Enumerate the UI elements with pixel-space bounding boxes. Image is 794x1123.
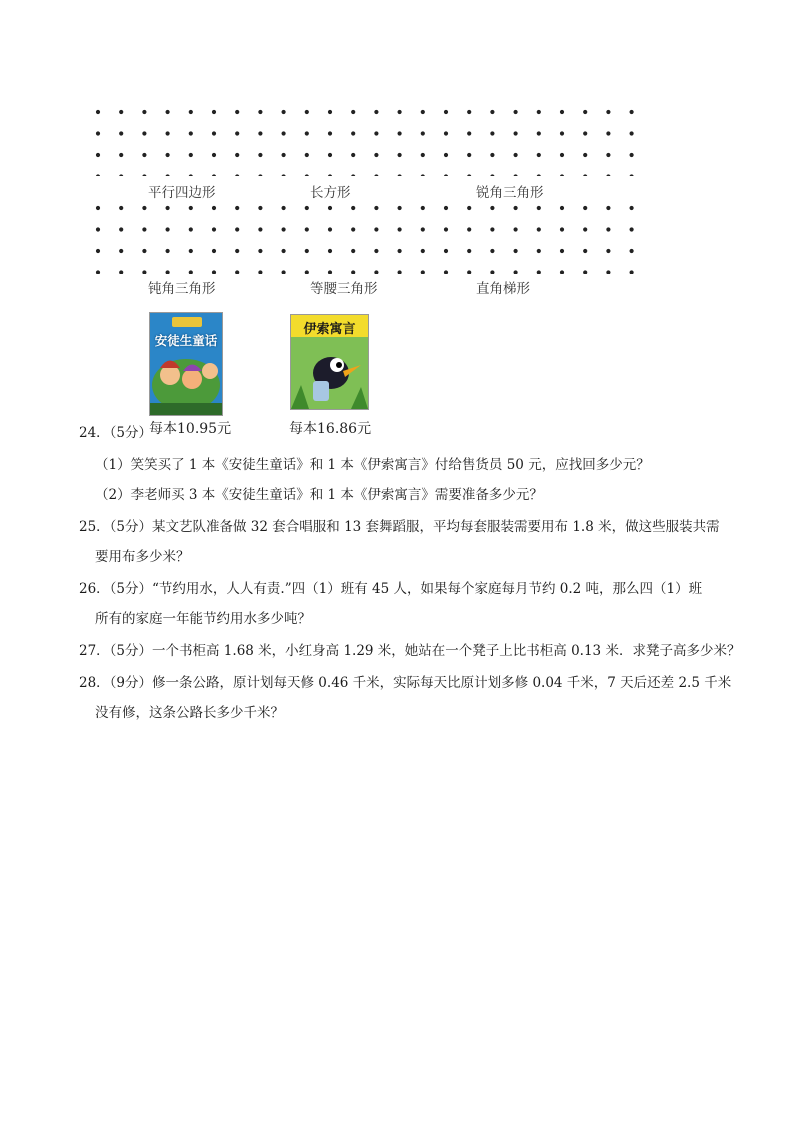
grid-dot bbox=[490, 227, 494, 231]
grid-dot bbox=[490, 153, 494, 157]
grid-label-acute-triangle: 锐角三角形 bbox=[476, 185, 544, 201]
grid-dot bbox=[537, 270, 541, 274]
grid-dot bbox=[351, 206, 355, 210]
grid-dot bbox=[189, 153, 193, 157]
grid-dot bbox=[282, 227, 286, 231]
grid-dot bbox=[444, 174, 448, 176]
grid-dot bbox=[305, 131, 309, 135]
grid-dot bbox=[583, 249, 587, 253]
grid-dot bbox=[398, 270, 402, 274]
grid-dot bbox=[560, 270, 564, 274]
grid-dot bbox=[630, 110, 634, 114]
grid-dot bbox=[467, 249, 471, 253]
grid-dot bbox=[142, 249, 146, 253]
grid-dot bbox=[398, 227, 402, 231]
grid-dot bbox=[119, 206, 123, 210]
grid-dot bbox=[490, 206, 494, 210]
grid-dot bbox=[374, 174, 378, 176]
grid-dot bbox=[467, 206, 471, 210]
grid-dot bbox=[142, 206, 146, 210]
grid-label-obtuse-triangle: 钝角三角形 bbox=[148, 281, 216, 297]
grid-dot bbox=[374, 227, 378, 231]
grid-dot bbox=[467, 270, 471, 274]
grid-dot bbox=[189, 110, 193, 114]
grid-dot bbox=[258, 249, 262, 253]
grid-dot bbox=[119, 153, 123, 157]
grid-dot bbox=[421, 270, 425, 274]
grid-dot bbox=[398, 206, 402, 210]
grid-dot bbox=[189, 270, 193, 274]
grid-dot bbox=[490, 270, 494, 274]
grid-dot bbox=[189, 249, 193, 253]
grid-dot bbox=[374, 270, 378, 274]
grid-dot bbox=[328, 249, 332, 253]
grid-dot bbox=[282, 249, 286, 253]
grid-dot bbox=[421, 227, 425, 231]
grid-dot bbox=[142, 270, 146, 274]
grid-dot bbox=[537, 131, 541, 135]
grid-dot bbox=[537, 206, 541, 210]
grid-dot bbox=[398, 131, 402, 135]
grid-dot bbox=[514, 227, 518, 231]
grid-dot bbox=[514, 249, 518, 253]
grid-dot bbox=[282, 270, 286, 274]
grid-dot bbox=[537, 174, 541, 176]
grid-dot bbox=[119, 249, 123, 253]
grid-dot bbox=[235, 110, 239, 114]
grid-dot bbox=[119, 110, 123, 114]
grid-dot bbox=[305, 227, 309, 231]
grid-dot bbox=[258, 153, 262, 157]
grid-dot bbox=[235, 153, 239, 157]
andersen-cover-art bbox=[150, 313, 222, 415]
grid-dot bbox=[282, 174, 286, 176]
book-price-andersen: 每本10.95元 bbox=[149, 421, 232, 437]
grid-dot bbox=[537, 249, 541, 253]
grid-dot bbox=[444, 270, 448, 274]
grid-dot bbox=[606, 227, 610, 231]
grid-dot bbox=[166, 227, 170, 231]
grid-dot bbox=[467, 153, 471, 157]
grid-dot bbox=[212, 206, 216, 210]
grid-dot bbox=[514, 110, 518, 114]
book-cover-andersen bbox=[149, 312, 223, 416]
grid-dot bbox=[514, 131, 518, 135]
book-cover-aesop bbox=[290, 314, 369, 410]
grid-dot bbox=[258, 110, 262, 114]
aesop-cover-title: 伊索寓言 bbox=[303, 322, 356, 337]
grid-dot bbox=[398, 153, 402, 157]
grid-dot bbox=[282, 131, 286, 135]
grid-dot bbox=[235, 270, 239, 274]
grid-dot bbox=[467, 227, 471, 231]
grid-dot bbox=[235, 131, 239, 135]
question-24-part-1: （1）笑笑买了 1 本《安徒生童话》和 1 本《伊索寓言》付给售货员 50 元，应找回多少元？ bbox=[95, 457, 650, 473]
grid-dot bbox=[560, 153, 564, 157]
grid-dot bbox=[583, 270, 587, 274]
grid-dot bbox=[166, 249, 170, 253]
grid-dot bbox=[166, 174, 170, 176]
grid-dot bbox=[398, 110, 402, 114]
grid-dot bbox=[258, 227, 262, 231]
grid-dot bbox=[374, 153, 378, 157]
grid-dot bbox=[537, 153, 541, 157]
grid-dot bbox=[96, 153, 100, 157]
grid-dot bbox=[537, 227, 541, 231]
grid-dot bbox=[235, 227, 239, 231]
dot-grid-bottom bbox=[90, 200, 650, 274]
grid-dot bbox=[374, 249, 378, 253]
grid-dot bbox=[119, 270, 123, 274]
grid-dot bbox=[351, 110, 355, 114]
grid-dot bbox=[560, 174, 564, 176]
question-27-line-1: 27．（5分）一个书柜高 1.68 米，小红身高 1.29 米，她站在一个凳子上比书柜高 0.13 米．求凳子高多少米？ bbox=[79, 643, 741, 659]
grid-dot bbox=[212, 131, 216, 135]
grid-dot bbox=[630, 270, 634, 274]
grid-dot bbox=[235, 249, 239, 253]
grid-dot bbox=[467, 131, 471, 135]
dot-grid-top bbox=[90, 104, 650, 176]
grid-dot bbox=[421, 153, 425, 157]
grid-dot bbox=[630, 131, 634, 135]
grid-dot bbox=[630, 249, 634, 253]
grid-dot bbox=[490, 174, 494, 176]
grid-dot bbox=[374, 110, 378, 114]
grid-dot bbox=[398, 174, 402, 176]
grid-dot bbox=[421, 249, 425, 253]
grid-dot bbox=[630, 206, 634, 210]
grid-dot bbox=[606, 153, 610, 157]
grid-dot bbox=[328, 227, 332, 231]
grid-dot bbox=[142, 131, 146, 135]
question-24-part-2: （2）李老师买 3 本《安徒生童话》和 1 本《伊索寓言》需要准备多少元？ bbox=[95, 487, 543, 503]
grid-dot bbox=[514, 153, 518, 157]
grid-dot bbox=[305, 249, 309, 253]
grid-dot bbox=[258, 270, 262, 274]
question-25-line-2: 要用布多少米？ bbox=[95, 549, 190, 565]
grid-dot bbox=[305, 174, 309, 176]
grid-dot bbox=[212, 270, 216, 274]
grid-dot bbox=[328, 206, 332, 210]
grid-dot bbox=[142, 153, 146, 157]
grid-dot bbox=[328, 174, 332, 176]
grid-dot bbox=[606, 131, 610, 135]
grid-dot bbox=[444, 249, 448, 253]
grid-dot bbox=[583, 131, 587, 135]
grid-dot bbox=[444, 153, 448, 157]
grid-dot bbox=[166, 270, 170, 274]
grid-dot bbox=[119, 131, 123, 135]
grid-dot bbox=[583, 110, 587, 114]
grid-dot bbox=[583, 174, 587, 176]
grid-dot bbox=[212, 174, 216, 176]
grid-dot bbox=[142, 227, 146, 231]
grid-dot bbox=[583, 153, 587, 157]
grid-dot bbox=[560, 131, 564, 135]
grid-dot bbox=[96, 227, 100, 231]
grid-dot bbox=[514, 206, 518, 210]
grid-dot bbox=[583, 227, 587, 231]
grid-dot bbox=[282, 153, 286, 157]
grid-dot bbox=[328, 110, 332, 114]
grid-dot bbox=[374, 206, 378, 210]
grid-dot bbox=[189, 131, 193, 135]
grid-label-rectangle: 长方形 bbox=[310, 185, 351, 201]
grid-dot bbox=[514, 174, 518, 176]
question-25-line-1: 25．（5分）某文艺队准备做 32 套合唱服和 13 套舞蹈服，平均每套服装需要用布 1.8 米，做这些服装共需 bbox=[79, 519, 720, 535]
grid-dot bbox=[212, 153, 216, 157]
question-28-line-2: 没有修，这条公路长多少千米？ bbox=[95, 705, 284, 721]
grid-dot bbox=[96, 249, 100, 253]
grid-dot bbox=[490, 110, 494, 114]
grid-dot bbox=[537, 110, 541, 114]
grid-dot bbox=[96, 206, 100, 210]
grid-dot bbox=[189, 206, 193, 210]
grid-dot bbox=[467, 110, 471, 114]
grid-label-isosceles-triangle: 等腰三角形 bbox=[310, 281, 378, 297]
grid-dot bbox=[398, 249, 402, 253]
grid-dot bbox=[212, 249, 216, 253]
grid-dot bbox=[258, 174, 262, 176]
grid-dot bbox=[258, 131, 262, 135]
grid-dot bbox=[282, 206, 286, 210]
grid-dot bbox=[560, 227, 564, 231]
grid-dot bbox=[606, 110, 610, 114]
grid-dot bbox=[606, 270, 610, 274]
grid-dot bbox=[630, 153, 634, 157]
grid-dot bbox=[305, 153, 309, 157]
grid-dot bbox=[328, 131, 332, 135]
grid-dot bbox=[142, 110, 146, 114]
grid-dot bbox=[212, 227, 216, 231]
grid-dot bbox=[166, 131, 170, 135]
grid-dot bbox=[351, 227, 355, 231]
andersen-cover-title: 安徒生童话 bbox=[154, 333, 218, 348]
book-price-aesop: 每本16.86元 bbox=[289, 421, 372, 437]
grid-dot bbox=[351, 153, 355, 157]
grid-dot bbox=[560, 206, 564, 210]
grid-dot bbox=[583, 206, 587, 210]
grid-dot bbox=[166, 206, 170, 210]
grid-dot bbox=[421, 110, 425, 114]
grid-dot bbox=[560, 249, 564, 253]
grid-dot bbox=[630, 174, 634, 176]
grid-label-parallelogram: 平行四边形 bbox=[148, 185, 216, 201]
grid-dot bbox=[351, 174, 355, 176]
grid-dot bbox=[374, 131, 378, 135]
grid-dot bbox=[96, 174, 100, 176]
grid-dot bbox=[305, 110, 309, 114]
grid-dot bbox=[166, 153, 170, 157]
grid-dot bbox=[142, 174, 146, 176]
grid-dot bbox=[189, 174, 193, 176]
grid-dot bbox=[421, 131, 425, 135]
grid-dot bbox=[630, 227, 634, 231]
grid-dot bbox=[421, 174, 425, 176]
grid-dot bbox=[351, 270, 355, 274]
question-26-line-1: 26．（5分）“节约用水，人人有责.”四（1）班有 45 人，如果每个家庭每月节约 0.2 吨，那么四（1）班 bbox=[79, 581, 703, 597]
grid-dot bbox=[328, 270, 332, 274]
grid-dot bbox=[351, 249, 355, 253]
grid-dot bbox=[258, 206, 262, 210]
grid-dot bbox=[514, 270, 518, 274]
grid-dot bbox=[212, 110, 216, 114]
grid-dot bbox=[444, 227, 448, 231]
grid-dot bbox=[282, 110, 286, 114]
question-26-line-2: 所有的家庭一年能节约用水多少吨？ bbox=[95, 611, 311, 627]
grid-dot bbox=[305, 270, 309, 274]
grid-dot bbox=[235, 206, 239, 210]
grid-dot bbox=[166, 110, 170, 114]
grid-dot bbox=[606, 174, 610, 176]
grid-dot bbox=[96, 131, 100, 135]
grid-dot bbox=[490, 131, 494, 135]
grid-dot bbox=[467, 174, 471, 176]
grid-dot bbox=[606, 206, 610, 210]
grid-dot bbox=[119, 227, 123, 231]
grid-dot bbox=[421, 206, 425, 210]
grid-dot bbox=[606, 249, 610, 253]
question-24-heading: 24．（5分） bbox=[79, 425, 153, 441]
grid-dot bbox=[96, 110, 100, 114]
grid-dot bbox=[444, 131, 448, 135]
grid-dot bbox=[351, 131, 355, 135]
grid-dot bbox=[96, 270, 100, 274]
grid-dot bbox=[328, 153, 332, 157]
grid-dot bbox=[189, 227, 193, 231]
grid-dot bbox=[119, 174, 123, 176]
grid-dot bbox=[560, 110, 564, 114]
grid-dot bbox=[490, 249, 494, 253]
question-28-line-1: 28．（9分）修一条公路，原计划每天修 0.46 千米，实际每天比原计划多修 0.04 千米，7 天后还差 2.5 千米 bbox=[79, 675, 732, 691]
grid-dot bbox=[444, 206, 448, 210]
grid-dot bbox=[235, 174, 239, 176]
grid-dot bbox=[444, 110, 448, 114]
grid-label-right-trapezoid: 直角梯形 bbox=[476, 281, 530, 297]
grid-dot bbox=[305, 206, 309, 210]
